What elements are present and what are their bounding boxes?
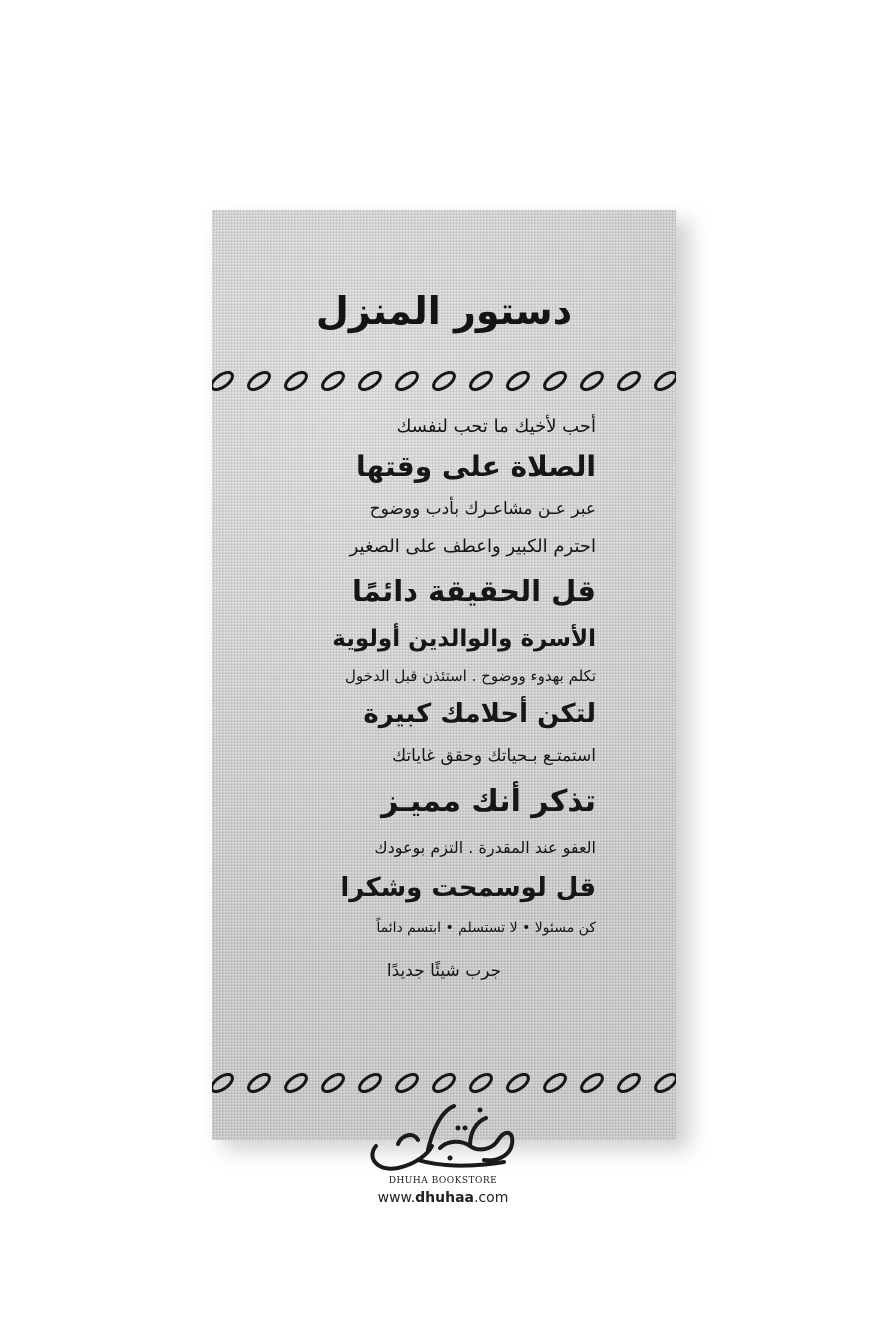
bookstore-watermark [358, 1088, 528, 1208]
rule-line: جرب شيئًا جديدًا [386, 961, 502, 981]
leaf-icon [212, 1072, 235, 1094]
rule-line: استمتـع بـحياتك وحقق غاياتك [392, 746, 596, 766]
leaf-icon [616, 370, 643, 392]
rule-line: الصلاة على وقتها [355, 450, 596, 483]
rule-line: قل لوسمحت وشكرا [340, 873, 596, 903]
leaf-icon [653, 370, 676, 392]
rule-line: الأسرة والوالدين أولوية [332, 626, 596, 652]
leaf-icon [579, 370, 606, 392]
leaf-icon [283, 370, 310, 392]
leaf-garland-top-icon [212, 370, 676, 392]
rule-line: أحب لأخيك ما تحب لنفسك [396, 416, 596, 437]
leaf-icon [394, 370, 421, 392]
url-suffix: .com [473, 1190, 509, 1206]
leaf-icon [542, 370, 569, 392]
book-title: دستور المنزل [315, 289, 573, 333]
leaf-icon [320, 1072, 347, 1094]
url-bold: dhuhaa [415, 1190, 474, 1206]
calligraphy-logo-icon [358, 1088, 528, 1174]
rule-line: قل الحقيقة دائمًا [351, 574, 596, 608]
rule-line: كن مسئولا • لا تستسلم • ابتسم دائماً [376, 920, 596, 936]
store-url [358, 1190, 528, 1206]
leaf-icon [505, 370, 532, 392]
leaf-icon [653, 1072, 676, 1094]
leaf-icon [468, 370, 495, 392]
rule-line: تكلم بهدوء ووضوح . استئذن قبل الدخول [345, 667, 596, 685]
url-prefix: www. [377, 1190, 416, 1206]
leaf-icon [212, 370, 235, 392]
rule-line: العفو عند المقدرة . التزم بوعودك [374, 838, 596, 857]
rules-list [212, 410, 676, 996]
rule-line: لتكن أحلامك كبيرة [363, 699, 596, 729]
leaf-icon [320, 370, 347, 392]
rule-line: عبر عـن مشاعـرك بأدب ووضوح [369, 499, 596, 519]
rule-line: تذكر أنك مميـز [381, 784, 596, 819]
leaf-icon [357, 370, 384, 392]
leaf-icon [246, 370, 273, 392]
leaf-icon [579, 1072, 606, 1094]
leaf-icon [283, 1072, 310, 1094]
store-name: DHUHA BOOKSTORE [388, 1176, 498, 1186]
leaf-icon [431, 370, 458, 392]
leaf-icon [542, 1072, 569, 1094]
leaf-icon [246, 1072, 273, 1094]
leaf-icon [616, 1072, 643, 1094]
rule-line: احترم الكبير واعطف على الصغير [349, 536, 596, 557]
book-cover [212, 210, 676, 1140]
